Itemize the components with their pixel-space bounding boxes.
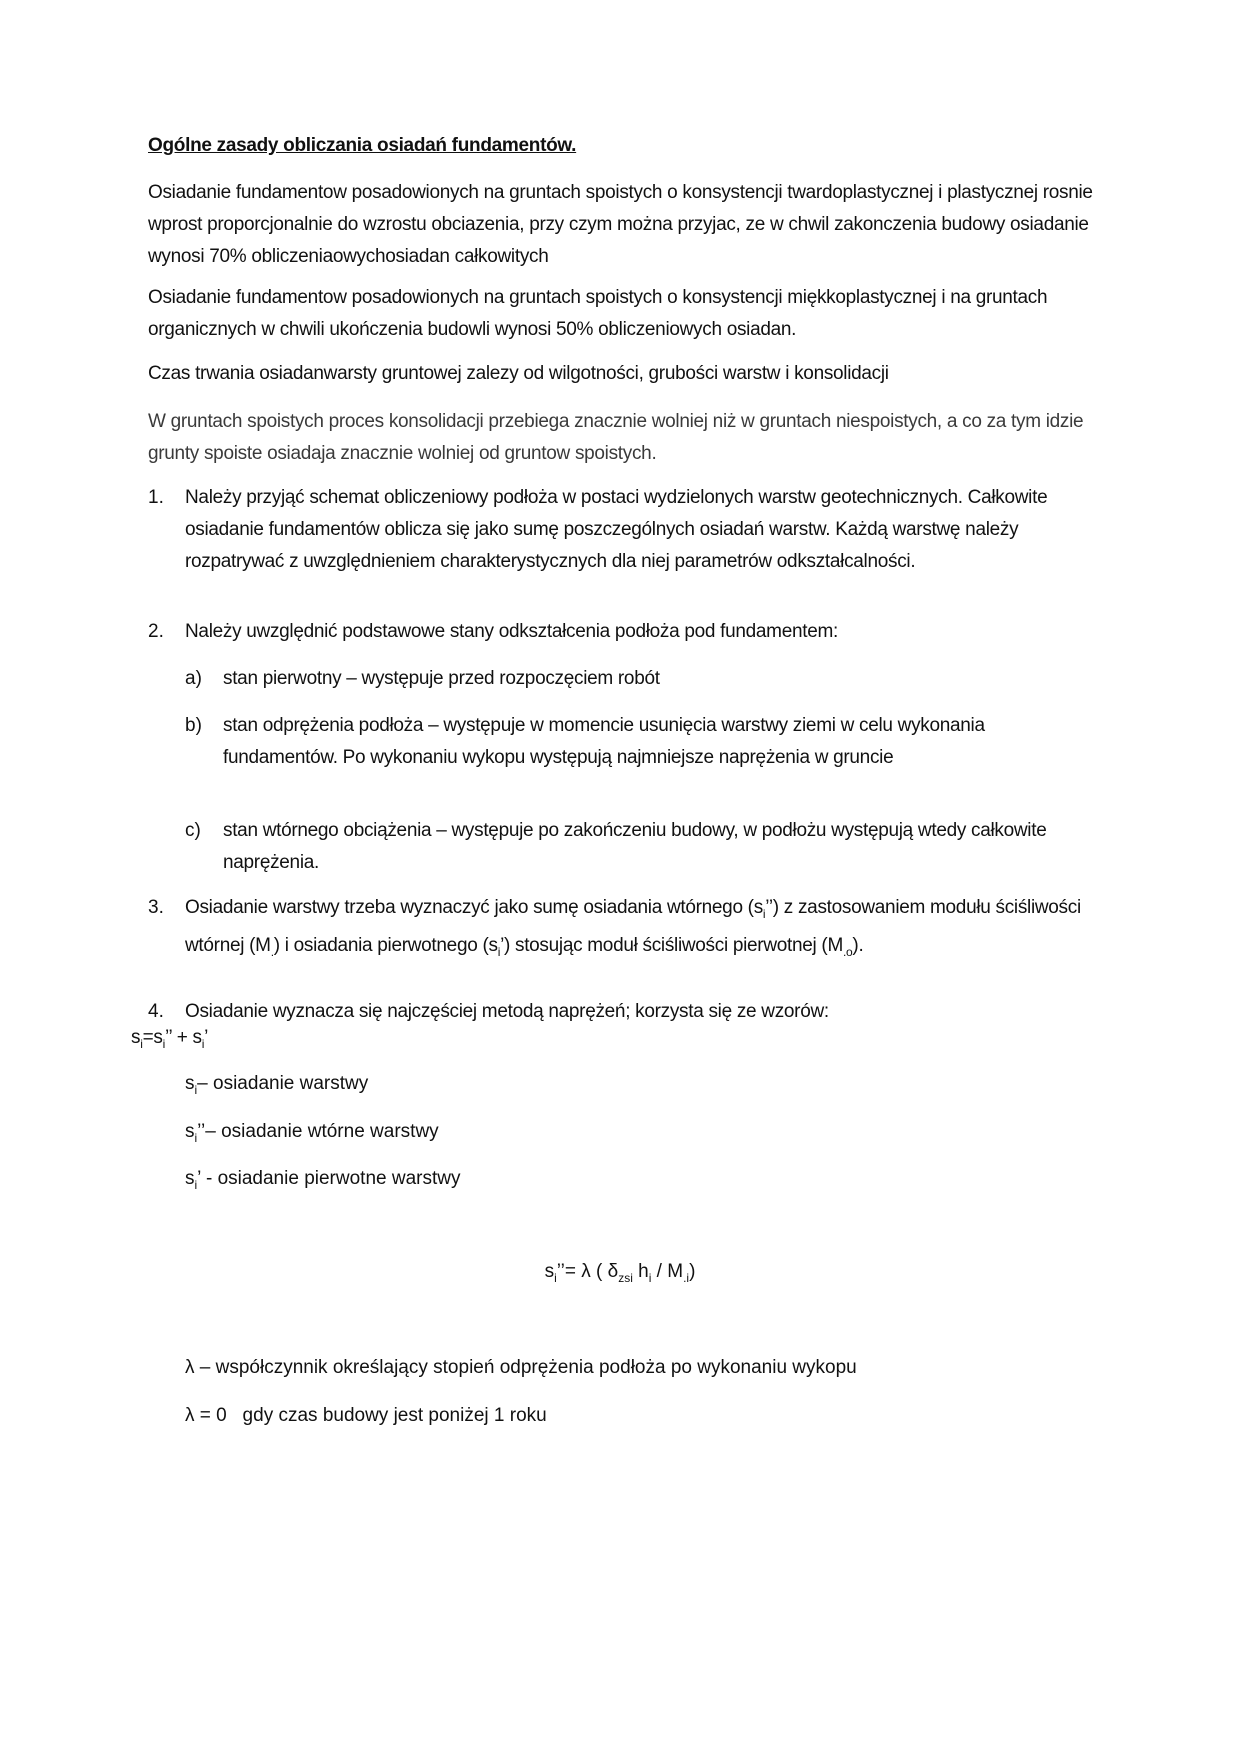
lambda-definition: λ – współczynnik określający stopień odprężenia podłoża po wykonaniu wykopu	[185, 1357, 857, 1378]
sublist-item-b: stan odprężenia podłoża – występuje w momencie usunięcia warstwy ziemi w celu wykonania fundamentów. Po wykonaniu wykopu występują najmniejsze naprężenia w gruncie	[223, 715, 985, 768]
page-title: Ogólne zasady obliczania osiadań fundamentów.	[148, 135, 577, 156]
paragraph-2: Osiadanie fundamentow posadowionych na gruntach spoistych o konsystencji miękkoplastycznej i na gruntach organicznych w chwili ukończenia budowli wynosi 50% obliczeniowych osiadan.	[148, 287, 1048, 340]
list-item-1: Należy przyjąć schemat obliczeniowy podłoża w postaci wydzielonych warstw geotechnicznych. Całkowite osiadanie fundamentów oblicza się jako sumę poszczególnych osiadań warstw. Każdą warstwę należy rozpatrywać z uwzględnieniem charakterystycznych dla niej parametrów odkształcalności.	[185, 487, 1048, 572]
sublist-letter-b: b)	[185, 715, 202, 736]
definition-si-primary: $s_i$’ - osiadanie pierwotne warstwy	[185, 1168, 461, 1192]
paragraph-4: W gruntach spoistych proces konsolidacji przebiega znacznie wolniej niż w gruntach niespoistych, a co za tym idzie grunty spoiste osiadaja znacznie wolniej od gruntow spoistych.	[148, 411, 1084, 464]
list-number-4: 4.	[148, 1001, 164, 1022]
list-number-1: 1.	[148, 487, 164, 508]
list-item-4: Osiadanie wyznacza się najczęściej metodą naprężeń; korzysta się ze wzorów:	[185, 1001, 829, 1022]
lambda-condition: λ = 0 gdy czas budowy jest poniżej 1 roku	[185, 1405, 547, 1426]
paragraph-1: Osiadanie fundamentow posadowionych na gruntach spoistych o konsystencji twardoplastycznej i plastycznej rosnie wprost proporcjonalnie do wzrostu obciazenia, przy czym można przyjac, ze w chwil zakonczenia budowy osiadanie wynosi 70% obliczeniaowychosiadan całkowitych	[148, 182, 1093, 267]
definition-si: $s_i-$ osiadanie warstwy	[185, 1073, 369, 1097]
definition-si-secondary: $s_i’’-$ osiadanie wtórne warstwy	[185, 1121, 439, 1145]
formula-settlement-sum: $s_i=s_i$’’ + $s_i$’	[131, 1027, 208, 1051]
list-number-2: 2.	[148, 621, 164, 642]
list-item-2: Należy uwzględnić podstawowe stany odkształcenia podłoża pod fundamentem:	[185, 621, 838, 642]
sublist-letter-a: a)	[185, 668, 202, 689]
sublist-item-c: stan wtórnego obciążenia – występuje po zakończeniu budowy, w podłożu występują wtedy całkowite naprężenia.	[223, 820, 1047, 873]
formula-secondary-settlement: $s_i’’= \lambda$ ( $\delta_{zsi}$ $h_i / M_{.i}$)	[544, 1261, 696, 1285]
list-item-3: Osiadanie warstwy trzeba wyznaczyć jako sumę osiadania wtórnego $(s_i’’)$ z zastosowaniem modułu ściśliwości wtórnej $(M_.)$ i osiadania pierwotnego $(s_i’)$ stosując moduł ściśliwości pierwotnej $(M_{.o})$.	[185, 897, 1081, 959]
sublist-letter-c: c)	[185, 820, 201, 841]
list-number-3: 3.	[148, 897, 164, 918]
paragraph-3: Czas trwania osiadanwarsty gruntowej zalezy od wilgotności, grubości warstw i konsolidacji	[148, 363, 889, 384]
sublist-item-a: stan pierwotny – występuje przed rozpoczęciem robót	[223, 668, 660, 689]
